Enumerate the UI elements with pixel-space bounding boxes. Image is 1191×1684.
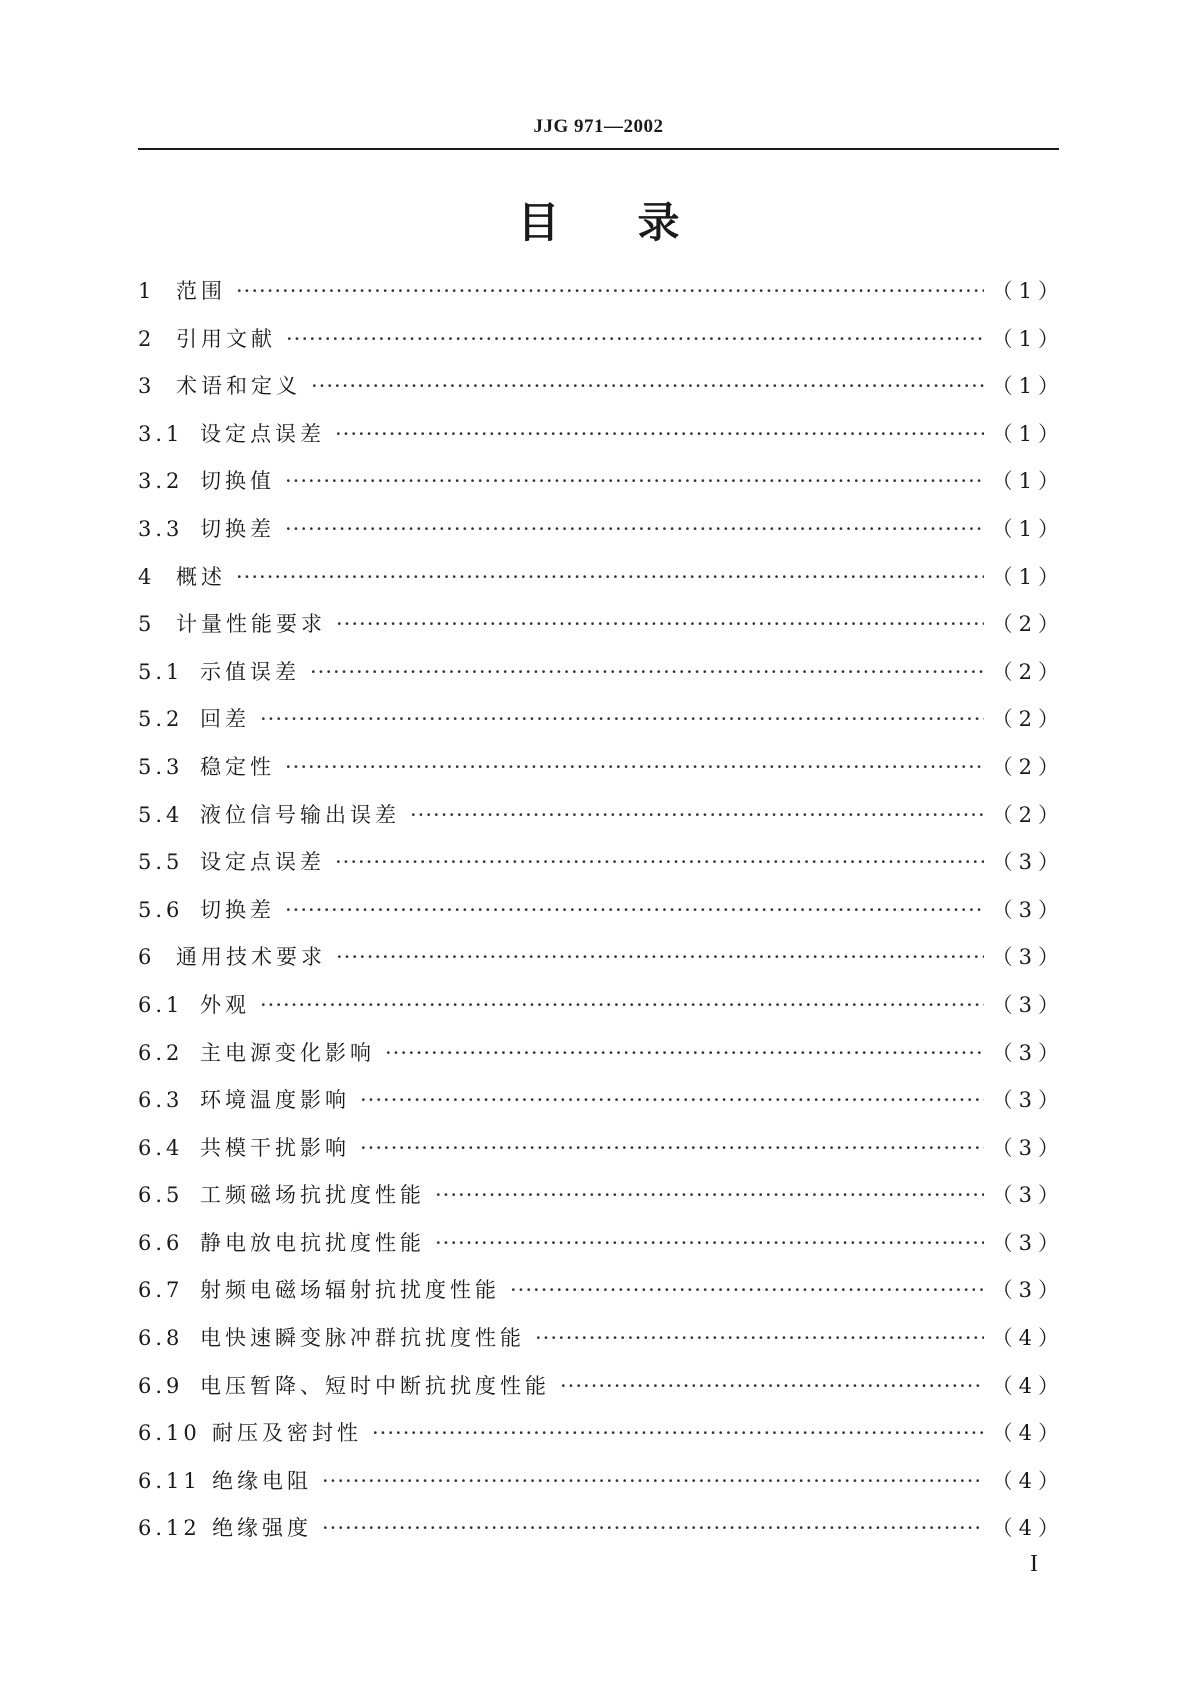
toc-entry-number: 6.9 — [138, 1373, 184, 1398]
toc-dot-leader — [310, 660, 984, 684]
toc-entry[interactable] — [138, 561, 1065, 609]
toc-dot-leader — [236, 279, 984, 303]
toc-entry[interactable] — [138, 989, 1065, 1037]
toc-entry-number: 6 — [138, 945, 156, 970]
toc-entry-number: 5.5 — [138, 850, 184, 875]
toc-entry-page: （1） — [991, 564, 1065, 589]
toc-dot-leader — [311, 374, 984, 398]
toc-entry[interactable] — [138, 418, 1065, 466]
toc-entry-number: 2 — [138, 326, 156, 351]
toc-entry[interactable] — [138, 465, 1065, 513]
toc-entry-page: （4） — [991, 1516, 1065, 1541]
toc-dot-leader — [535, 1326, 984, 1350]
toc-entry-page: （1） — [991, 279, 1065, 303]
toc-entry-label: 液位信号输出误差 — [200, 802, 400, 827]
toc-entry-number: 6.6 — [138, 1230, 184, 1255]
toc-entry-number: 5.4 — [138, 802, 184, 827]
table-of-contents — [138, 275, 1065, 1560]
toc-dot-leader — [335, 422, 984, 446]
toc-entry-page: （1） — [991, 516, 1065, 541]
toc-entry-number: 6.7 — [138, 1278, 184, 1303]
toc-entry-label: 环境温度影响 — [200, 1088, 350, 1113]
toc-dot-leader — [360, 1088, 984, 1112]
toc-entry-label: 切换差 — [200, 897, 275, 922]
toc-entry-label: 设定点误差 — [200, 421, 325, 446]
toc-entry-number: 6.1 — [138, 992, 184, 1017]
toc-entry-number: 5 — [138, 612, 156, 637]
toc-entry-label: 稳定性 — [200, 754, 275, 779]
toc-entry-number: 6.4 — [138, 1135, 184, 1160]
toc-entry-page: （3） — [991, 850, 1065, 875]
toc-dot-leader — [260, 707, 984, 731]
toc-dot-leader — [336, 945, 984, 969]
toc-entry-number: 6.10 — [138, 1421, 201, 1446]
toc-entry[interactable] — [138, 370, 1065, 418]
toc-entry[interactable] — [138, 1274, 1065, 1322]
toc-entry-label: 主电源变化影响 — [200, 1040, 375, 1065]
toc-entry-page: （3） — [991, 992, 1065, 1017]
toc-entry[interactable] — [138, 1132, 1065, 1180]
toc-entry[interactable] — [138, 799, 1065, 847]
toc-entry-page: （1） — [991, 421, 1065, 446]
toc-entry[interactable] — [138, 751, 1065, 799]
toc-entry[interactable] — [138, 608, 1065, 656]
toc-entry-label: 切换差 — [200, 516, 275, 541]
toc-entry-page: （4） — [991, 1421, 1065, 1446]
toc-entry-number: 3.2 — [138, 469, 184, 494]
toc-entry[interactable] — [138, 941, 1065, 989]
toc-entry-label: 引用文献 — [176, 326, 276, 351]
toc-entry[interactable] — [138, 703, 1065, 751]
toc-entry-number: 5.2 — [138, 707, 184, 732]
toc-dot-leader — [286, 327, 984, 351]
toc-entry[interactable] — [138, 1084, 1065, 1132]
toc-entry-label: 通用技术要求 — [176, 945, 326, 970]
toc-entry-number: 6.12 — [138, 1516, 201, 1541]
toc-dot-leader — [372, 1421, 984, 1445]
toc-entry-number: 4 — [138, 564, 156, 589]
toc-entry-number: 5.1 — [138, 659, 184, 684]
toc-entry-number: 5.3 — [138, 754, 184, 779]
toc-entry-label: 电快速瞬变脉冲群抗扰度性能 — [200, 1326, 525, 1351]
toc-entry[interactable] — [138, 894, 1065, 942]
toc-entry-label: 设定点误差 — [200, 850, 325, 875]
toc-dot-leader — [336, 612, 984, 636]
toc-dot-leader — [322, 1516, 984, 1540]
toc-entry[interactable] — [138, 323, 1065, 371]
toc-entry-number: 3.3 — [138, 516, 184, 541]
toc-entry[interactable] — [138, 656, 1065, 704]
toc-dot-leader — [360, 1136, 984, 1160]
toc-entry-number: 1 — [138, 279, 156, 303]
toc-entry[interactable] — [138, 1179, 1065, 1227]
toc-entry-number: 3 — [138, 374, 156, 399]
toc-entry[interactable] — [138, 1322, 1065, 1370]
toc-dot-leader — [410, 803, 984, 827]
toc-entry-page: （3） — [991, 1278, 1065, 1303]
toc-entry[interactable] — [138, 1512, 1065, 1560]
toc-entry[interactable] — [138, 1227, 1065, 1275]
toc-entry-page: （2） — [991, 659, 1065, 684]
toc-entry-page: （1） — [991, 469, 1065, 494]
toc-entry-page: （3） — [991, 1088, 1065, 1113]
toc-dot-leader — [260, 993, 984, 1017]
toc-dot-leader — [236, 565, 984, 589]
toc-entry-number: 3.1 — [138, 421, 184, 446]
toc-dot-leader — [335, 850, 984, 874]
toc-dot-leader — [322, 1469, 984, 1493]
toc-entry-page: （3） — [991, 897, 1065, 922]
toc-entry-label: 共模干扰影响 — [200, 1135, 350, 1160]
toc-entry-page: （1） — [991, 374, 1065, 399]
toc-dot-leader — [285, 469, 984, 493]
toc-entry-page: （2） — [991, 754, 1065, 779]
toc-entry-number: 6.3 — [138, 1088, 184, 1113]
toc-entry-number: 6.5 — [138, 1183, 184, 1208]
toc-entry-label: 绝缘强度 — [212, 1516, 312, 1541]
toc-entry[interactable] — [138, 1370, 1065, 1418]
toc-entry-label: 静电放电抗扰度性能 — [200, 1230, 425, 1255]
toc-entry[interactable] — [138, 275, 1065, 323]
toc-entry[interactable] — [138, 1037, 1065, 1085]
toc-entry[interactable] — [138, 846, 1065, 894]
toc-entry-label: 耐压及密封性 — [212, 1421, 362, 1446]
toc-entry-label: 射频电磁场辐射抗扰度性能 — [200, 1278, 500, 1303]
toc-entry-page: （3） — [991, 1230, 1065, 1255]
toc-dot-leader — [510, 1278, 984, 1302]
toc-entry-label: 回差 — [200, 707, 250, 732]
toc-entry-label: 示值误差 — [200, 659, 300, 684]
toc-entry-label: 外观 — [200, 992, 250, 1017]
toc-entry-page: （3） — [991, 1135, 1065, 1160]
toc-entry-number: 5.6 — [138, 897, 184, 922]
toc-entry-label: 计量性能要求 — [176, 612, 326, 637]
toc-entry-number: 6.2 — [138, 1040, 184, 1065]
toc-dot-leader — [560, 1374, 984, 1398]
page-title: 目录 — [517, 198, 758, 247]
toc-entry-number: 6.8 — [138, 1326, 184, 1351]
toc-dot-leader — [285, 755, 984, 779]
toc-entry-page: （4） — [991, 1373, 1065, 1398]
toc-entry-label: 切换值 — [200, 469, 275, 494]
toc-entry-page: （2） — [991, 802, 1065, 827]
toc-entry-label: 概述 — [176, 564, 226, 589]
toc-entry-number: 6.11 — [138, 1468, 201, 1493]
toc-entry-page: （4） — [991, 1468, 1065, 1493]
toc-entry-label: 范围 — [176, 279, 226, 303]
page-number: I — [1030, 1551, 1038, 1577]
toc-entry-page: （4） — [991, 1326, 1065, 1351]
toc-entry-label: 工频磁场抗扰度性能 — [200, 1183, 425, 1208]
toc-entry-page: （1） — [991, 326, 1065, 351]
toc-entry[interactable] — [138, 513, 1065, 561]
toc-entry-page: （2） — [991, 707, 1065, 732]
toc-dot-leader — [435, 1183, 984, 1207]
toc-entry[interactable] — [138, 1417, 1065, 1465]
toc-entry-page: （2） — [991, 612, 1065, 637]
toc-entry-label: 电压暂降、短时中断抗扰度性能 — [200, 1373, 550, 1398]
toc-entry-label: 绝缘电阻 — [212, 1468, 312, 1493]
toc-entry-page: （3） — [991, 1183, 1065, 1208]
toc-entry-page: （3） — [991, 945, 1065, 970]
document-code-header: JJG 971—2002 — [533, 116, 664, 137]
toc-dot-leader — [285, 898, 984, 922]
toc-dot-leader — [285, 517, 984, 541]
toc-dot-leader — [435, 1231, 984, 1255]
toc-dot-leader — [385, 1041, 984, 1065]
toc-entry-label: 术语和定义 — [176, 374, 301, 399]
toc-entry[interactable] — [138, 1465, 1065, 1513]
toc-entry-page: （3） — [991, 1040, 1065, 1065]
header-rule — [138, 148, 1059, 150]
